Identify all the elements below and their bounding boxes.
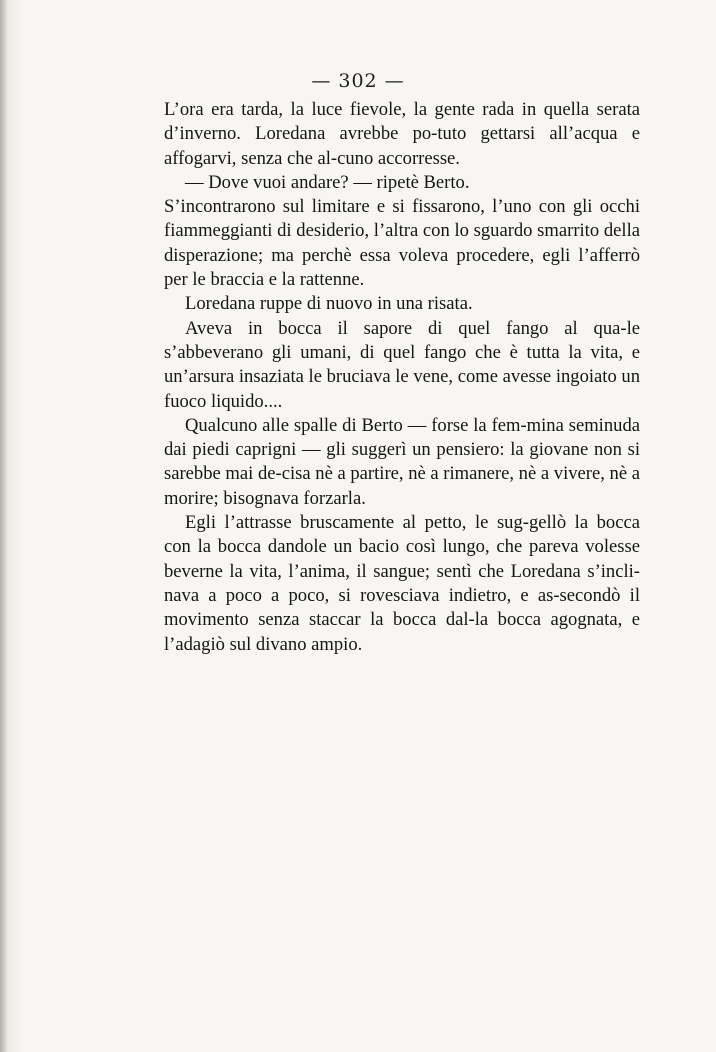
paragraph: S’incontrarono sul limitare e si fissarono, l’uno con gli occhi fiammeggianti di desiderio, l’altra con lo sguardo smarrito della disperazione; ma perchè essa voleva procedere, egli l’afferrò per le braccia e la rattenne.: [164, 196, 640, 291]
paragraph: Qualcuno alle spalle di Berto — forse la fem-mina seminuda dai piedi caprigni — gli suggerì un pensiero: la giovane non si sarebbe mai de-cisa nè a partire, nè a rimanere, nè a vivere, nè a morire; bisognava forzarla.: [164, 414, 640, 509]
paragraph: Loredana ruppe di nuovo in una risata.: [185, 293, 473, 315]
page-number: — 302 —: [311, 70, 405, 92]
paragraph: Egli l’attrasse bruscamente al petto, le sug-gellò la bocca con la bocca dandole un bacio così lungo, che pareva volesse beverne la vita, l’anima, il sangue; sentì che Loredana s’incli-nava a poco a poco, si rovesciava indietro, e as-secondò il movimento senza staccar la bocca dal-la bocca agognata, e l’adagiò sul divano ampio.: [164, 512, 640, 655]
body-text: [164, 98, 640, 657]
paragraph: — Dove vuoi andare? — ripetè Berto.: [185, 171, 470, 193]
paragraph: L’ora era tarda, la luce fievole, la gente rada in quella serata d’inverno. Loredana avrebbe po-tuto gettarsi all’acqua e affogarvi, senza che al-cuno accorresse.: [164, 99, 640, 169]
page-edge-shadow: [0, 0, 6, 1052]
paragraph: Aveva in bocca il sapore di quel fango al qua-le s’abbeverano gli umani, di quel fango che è tutta la vita, e un’arsura insaziata le bruciava le vene, come avesse ingoiato un fuoco liquido....: [164, 317, 641, 412]
